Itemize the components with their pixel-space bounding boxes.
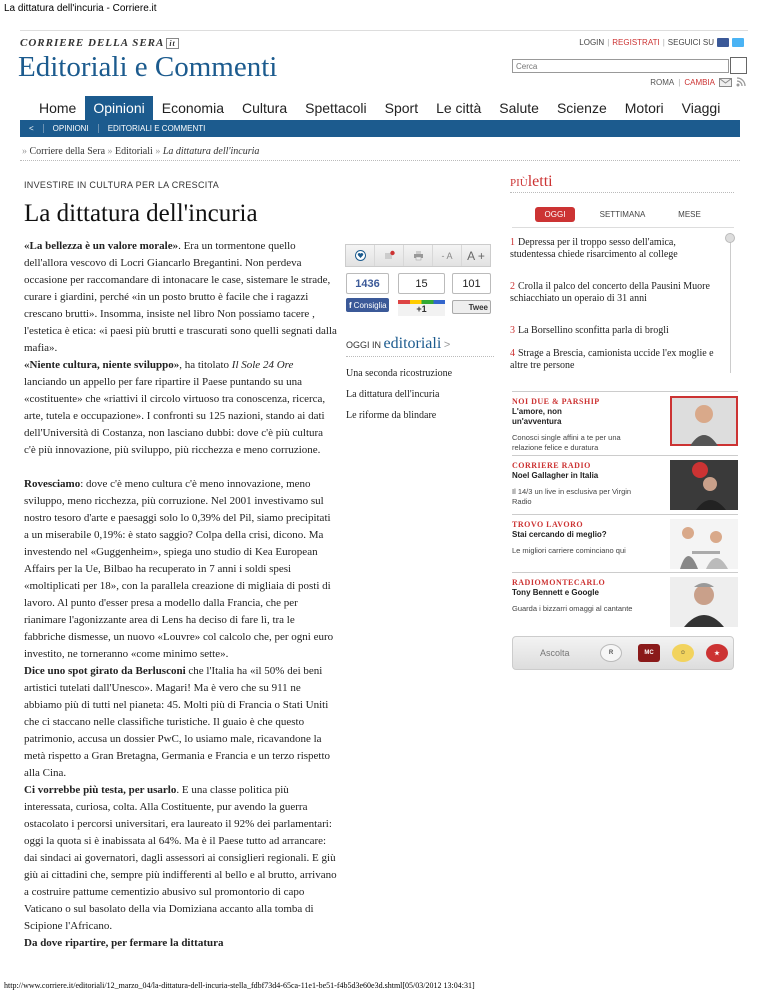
print-button[interactable] — [404, 245, 433, 266]
promo-block[interactable] — [512, 514, 738, 574]
radio-mask-icon[interactable]: ☺ — [672, 644, 694, 662]
piu-letti-header — [510, 173, 553, 191]
facebook-f-icon: f — [349, 300, 352, 310]
subnav-opinioni[interactable]: OPINIONI — [43, 124, 99, 133]
piu-divider — [510, 192, 734, 193]
nav-item-viaggi[interactable]: Viaggi — [681, 100, 721, 116]
breadcrumb-separator: » — [155, 146, 161, 157]
oggi-link[interactable]: Una seconda ricostruzione — [346, 368, 453, 379]
tab-settimana[interactable]: SETTIMANA — [599, 210, 646, 219]
rank-title: Crolla il palco del concerto della Pausini Muore schiacchiato un operaio di 31 anni — [510, 281, 710, 304]
article-kicker: INVESTIRE IN CULTURA PER LA CRESCITA — [24, 180, 220, 190]
nav-item-motori[interactable]: Motori — [624, 100, 664, 116]
piu-letti-tabs — [528, 207, 728, 222]
paragraph-lead: Dice uno spot girato da Berlusconi — [24, 665, 186, 677]
nav-item-salute[interactable]: Salute — [499, 100, 539, 116]
promo-block[interactable] — [512, 572, 738, 632]
tab-oggi[interactable]: OGGI — [535, 207, 575, 222]
rss-icon[interactable] — [736, 77, 746, 87]
article-toolbar — [345, 244, 491, 267]
page-url-footer: http://www.corriere.it/editoriali/12_marzo_04/la-dittatura-dell-incuria-stella_fdbf73d4-65ca-11e1-be51-f4b5d3e60e3d.shtml[05/03/2012 13:04:31] — [4, 981, 475, 990]
corriere-logo[interactable] — [20, 37, 179, 49]
article-paragraph — [24, 663, 337, 782]
promo-image-concert — [670, 460, 738, 510]
gplus-button[interactable]: +1 — [398, 304, 445, 316]
radio-star-icon[interactable]: ★ — [706, 644, 728, 662]
paragraph-lead: Rovesciamo — [24, 478, 81, 490]
paragraph-text: . E una classe politica più interessata, curiosa, colta. Alla Costituente, pur avendo la guerra ostacolato i percorsi universitari, era laureato il 92% dei parlamentari: oggi la quota si è inabissata al 64%. Ma è il Paese tutto ad arrancare: dai sindaci ai governatori, dagli assessori ai consiglieri regionali. E giù giù ai cittadini che, sempre più indifferenti al bello e al brutto, arrivano a costruire pattume cementizio abusivo sul promontorio di capo Vaticano o sul basolato della via Domiziana accanto alla tomba di Scipione l'Africano. — [24, 784, 337, 932]
article-headline: La dittatura dell'incuria — [24, 200, 258, 227]
breadcrumb-section[interactable]: Editoriali — [115, 146, 153, 157]
nav-item-sport[interactable]: Sport — [384, 100, 419, 116]
promo-subtitle: L'amore, non un'avventura — [512, 407, 562, 426]
oggi-link[interactable]: Le riforme da blindare — [346, 410, 437, 421]
separator: | — [662, 38, 665, 47]
oggi-prefix: OGGI IN — [346, 340, 382, 350]
promo-text: Conosci single affini a te per una relazione felice e duratura — [512, 433, 621, 452]
heart-icon — [355, 250, 366, 261]
register-link[interactable]: REGISTRATI — [612, 38, 660, 47]
paragraph-text: : dove c'è meno cultura c'è meno innovazione, meno sviluppo, meno ricchezza, più corruzione. Nel 2001 investivamo sul nostro tesoro d'arte e paesaggi solo lo 0,39% del Pil, siamo precipitati a un miserabile 0,19%: è stato saggio? Colpa della crisi, dicono. Ma investendo nel «Guggenheim», spiega uno studio di Kea European Affairs per la Ue, Bilbao ha recuperato in 7 anni i soldi spesi «moltiplicati per 18», con la parallela creazione di migliaia di posti di lavoro. Al punto d'esser presa a modello dalla Francia, che per rianimare l'agonizzante area di Lens ha deciso di fare lì, tra le fabbriche dismesse, un nuovo «Louvre» col calcolo che, per ogni euro investito, ne torneranno «come minimo sette». — [24, 478, 334, 660]
subnav-editoriali[interactable]: EDITORIALI E COMMENTI — [107, 124, 206, 133]
facebook-count: 1436 — [346, 273, 389, 294]
search-input[interactable] — [512, 59, 729, 73]
print-icon — [413, 250, 424, 261]
tweet-button[interactable] — [452, 300, 491, 314]
promo-image-office — [670, 519, 738, 569]
favorite-button[interactable] — [346, 245, 375, 266]
follow-label: SEGUICI SU — [667, 38, 714, 47]
most-read-item[interactable] — [510, 325, 720, 337]
facebook-like-label: Consiglia — [353, 300, 387, 310]
radio-montecarlo-icon[interactable]: MC — [638, 644, 660, 662]
promo-heading: RADIOMONTECARLO — [512, 578, 606, 587]
article-paragraph — [24, 357, 337, 459]
document-title: La dittatura dell'incuria - Corriere.it — [4, 3, 157, 14]
paragraph-lead: «La bellezza è un valore morale» — [24, 240, 179, 252]
rank-title: Depressa per il troppo sesso dell'amica, studentessa chiede risarcimento al college — [510, 237, 678, 260]
rank-number: 2 — [510, 281, 515, 292]
paragraph-text: lanciando un appello per fare ripartire il Paese puntando su una «costituente» che «riattivi il circolo virtuoso tra conoscenza, ricerca, arte, tutela e occupazione». I confronti su 125 nazioni, stando ai dati dell'Università di Costanza, non lasciano dubbi: dove c'è più cultura c'è più innovazione, più sviluppo, più ricchezza e meno corruzione. — [24, 376, 326, 456]
change-city-link[interactable]: CAMBIA — [684, 77, 715, 87]
paragraph-text: . Era un tormentone quello dell'allora vescovo di Locri Giancarlo Bregantini. Non perdeva occasione per raccomandare di intonacare le case, sistemare le strade, curare i giardini, perché «in un posto brutto è facile che i ragazzi crescano brutti». Insomma, insiste nel libro Non possiamo tacere , l'estetica è etica: «i paesi più brutti e trascurati sono quelli segnati dalla mafia». — [24, 240, 337, 354]
promo-block[interactable] — [512, 391, 738, 451]
promo-text: Guarda i bizzarri omaggi al cantante — [512, 604, 633, 613]
rank-title: Strage a Brescia, camionista uccide l'ex moglie e altre tre persone — [510, 348, 714, 371]
promo-heading: NOI DUE & PARSHIP — [512, 397, 600, 406]
font-decrease-button[interactable]: - A — [433, 245, 462, 266]
back-arrow[interactable]: < — [29, 124, 34, 133]
most-read-item[interactable] — [510, 281, 720, 305]
oggi-title: editoriali — [383, 335, 442, 352]
paragraph-text: che l'Italia ha «il 50% dei beni artistici tutelati dall'Unesco». Magari! Ma è vero che su 911 ne abbiamo più di tutti nel pianeta: 45. Molti più di Francia o Stati Uniti che ci staccano nelle classifiche turistiche. Il guaio è che questo patrimonio, accusa un dossier PwC, lo usiamo male, ricavandone la metà rispetto a Gran Bretagna, Germania e Francia e un terzo rispetto alla Cina. — [24, 665, 331, 779]
paragraph-lead: Da dove ripartire, per fermare la dittatura — [24, 937, 224, 949]
gplus-count: 15 — [398, 273, 445, 294]
promo-text: Le migliori carriere cominciano qui — [512, 546, 626, 555]
newspaper-name: Il Sole 24 Ore — [231, 359, 294, 371]
font-increase-button[interactable]: A + — [467, 248, 485, 263]
promo-heading: CORRIERE RADIO — [512, 461, 591, 470]
mail-icon[interactable] — [719, 78, 732, 87]
piu-prefix: PIÙ — [510, 177, 528, 189]
listen-label: Ascolta — [540, 648, 570, 658]
promo-image-singer — [670, 577, 738, 627]
promo-image-couple — [670, 396, 738, 446]
main-navigation — [30, 96, 729, 120]
rank-number: 3 — [510, 325, 515, 336]
most-read-item[interactable] — [510, 348, 720, 372]
oggi-in-editoriali-header[interactable] — [346, 335, 450, 353]
city-name: ROMA — [650, 77, 675, 87]
breadcrumb-current: La dittatura dell'incuria — [162, 146, 260, 157]
logo-text: CORRIERE DELLA SERA — [20, 37, 165, 49]
oggi-divider — [346, 356, 494, 357]
search-button[interactable] — [730, 57, 747, 74]
breadcrumb-divider — [20, 160, 740, 161]
promo-subtitle: Tony Bennett e Google — [512, 588, 599, 597]
breadcrumb-separator: » — [22, 146, 27, 157]
city-selector — [650, 77, 746, 87]
login-link[interactable]: LOGIN — [579, 38, 605, 47]
promo-block[interactable] — [512, 455, 738, 515]
nav-item-economia[interactable]: Economia — [161, 100, 224, 116]
nav-item-home[interactable]: Home — [39, 100, 77, 116]
logo-badge: it — [166, 38, 178, 49]
twitter-count: 101 — [452, 273, 491, 294]
facebook-icon[interactable] — [717, 38, 729, 47]
paragraph-text: , ha titolato — [179, 359, 232, 371]
article-paragraph — [24, 782, 337, 935]
breadcrumb — [22, 146, 259, 157]
twitter-icon[interactable] — [732, 38, 744, 47]
top-utility-nav — [579, 38, 744, 47]
sub-navigation — [20, 120, 740, 137]
nav-item-spettacoli[interactable]: Spettacoli — [305, 100, 367, 116]
tweet-label: Twee — [468, 302, 488, 312]
rank-number: 4 — [510, 348, 515, 359]
promo-text: Il 14/3 un live in esclusiva per Virgin Radio — [512, 487, 632, 506]
scrollbar-handle[interactable] — [725, 233, 735, 243]
tab-mese[interactable]: MESE — [678, 210, 701, 219]
nav-item-scienze[interactable]: Scienze — [556, 100, 607, 116]
paragraph-lead: «Niente cultura, niente sviluppo» — [24, 359, 180, 371]
nav-item-le-citt-[interactable]: Le città — [436, 100, 482, 116]
tabs-divider — [512, 227, 734, 228]
article-paragraph — [24, 935, 337, 952]
oggi-link[interactable]: La dittatura dell'incuria — [346, 389, 440, 400]
radio-logo-icon[interactable]: R — [600, 644, 622, 662]
paragraph-lead: Ci vorrebbe più testa, per usarlo — [24, 784, 177, 796]
rank-title: La Borsellino sconfitta parla di brogli — [518, 325, 669, 336]
facebook-like-button[interactable] — [346, 298, 389, 312]
share-button[interactable] — [375, 245, 404, 266]
top-divider — [20, 30, 748, 31]
scrollbar-track[interactable] — [730, 233, 731, 373]
section-title[interactable]: Editoriali e Commenti — [18, 51, 278, 83]
promo-subtitle: Stai cercando di meglio? — [512, 530, 607, 539]
nav-item-opinioni[interactable]: Opinioni — [85, 96, 152, 120]
article-paragraph — [24, 238, 337, 357]
oggi-arrow: > — [443, 339, 451, 351]
breadcrumb-home[interactable]: Corriere della Sera — [29, 146, 106, 157]
separator: | — [607, 38, 610, 47]
rank-number: 1 — [510, 237, 515, 248]
promo-heading: TROVO LAVORO — [512, 520, 584, 529]
share-icon — [384, 250, 395, 261]
most-read-item[interactable] — [510, 237, 720, 261]
piu-title: letti — [527, 173, 553, 190]
article-paragraph — [24, 476, 337, 663]
promo-subtitle: Noel Gallagher in Italia — [512, 471, 599, 480]
separator: | — [678, 77, 681, 87]
breadcrumb-separator: » — [107, 146, 113, 157]
nav-item-cultura[interactable]: Cultura — [242, 100, 288, 116]
